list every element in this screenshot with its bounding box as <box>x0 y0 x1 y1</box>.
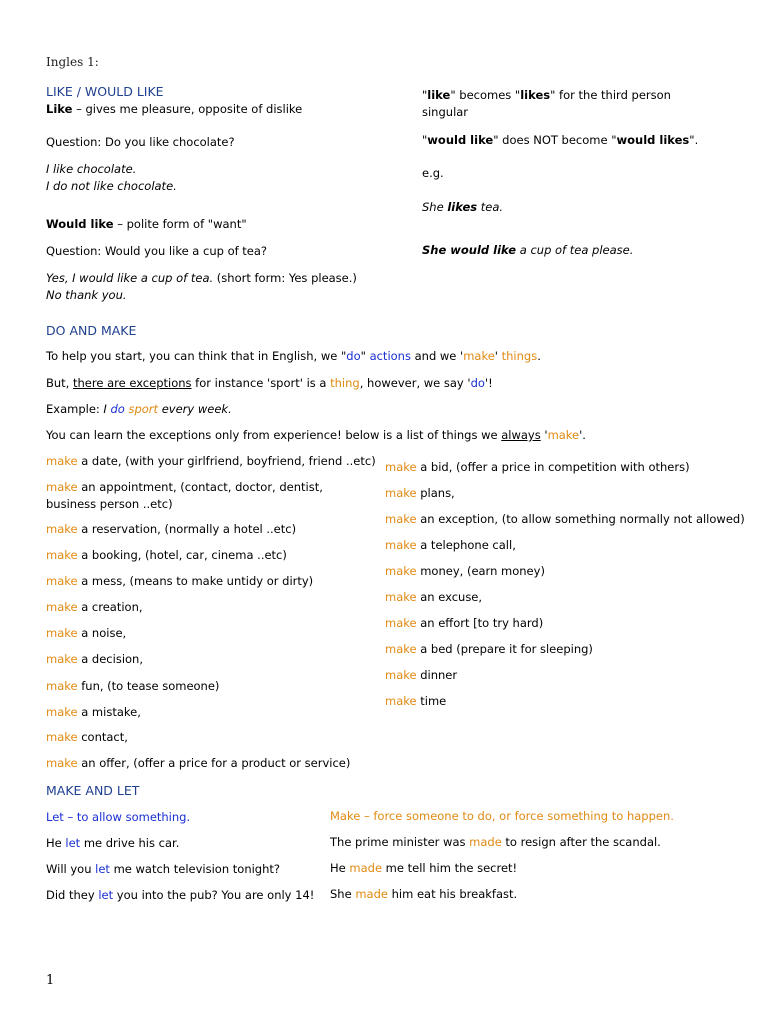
let-text-end: me drive his car. <box>80 836 180 850</box>
like-def-text: – gives me pleasure, opposite of dislike <box>72 102 303 116</box>
let-definition: Let – to allow something. <box>46 810 191 824</box>
make-word: make <box>385 642 417 656</box>
answer-yes-tea-italic: Yes, I would like a cup of tea. <box>46 271 214 285</box>
make-let-heading: MAKE AND LET <box>46 783 140 798</box>
make-word: make <box>385 668 417 682</box>
document-title: Ingles 1: <box>46 55 99 69</box>
let-example <box>46 887 314 904</box>
example-would-like-bold: She would like <box>422 243 517 257</box>
make-left-item <box>46 599 143 616</box>
make-word: make <box>46 730 78 744</box>
make-right-item <box>385 667 457 684</box>
make-word: make <box>46 626 78 640</box>
intro-text: To help you start, you can think that in English, we " <box>46 349 347 363</box>
learn-end: '. <box>579 428 586 442</box>
learn-text: You can learn the exceptions only from experience! below is a list of things we <box>46 428 502 442</box>
make-left-text: fun, (to tease someone) <box>77 679 220 693</box>
question-tea: Question: Would you like a cup of tea? <box>46 244 268 258</box>
intro-end: . <box>537 349 541 363</box>
make-word: make <box>46 522 78 536</box>
make-word: make <box>385 460 417 474</box>
make-right-text: time <box>416 694 447 708</box>
make-left-text: a reservation, (normally a hotel ..etc) <box>77 522 297 536</box>
make-word: make <box>46 756 78 770</box>
make-word: make <box>385 486 417 500</box>
make-right-item <box>385 511 745 528</box>
make-word: make <box>46 705 78 719</box>
make-left-text: a mess, (means to make untidy or dirty) <box>77 574 314 588</box>
make-right-item <box>385 615 543 632</box>
intro-do: do <box>346 349 361 363</box>
make-right-item <box>385 459 690 476</box>
make-ex-text: She <box>330 887 356 901</box>
would-like-word: would like <box>427 133 494 147</box>
let-text: He <box>46 836 66 850</box>
make-left-item <box>46 704 141 721</box>
like-definition <box>46 101 302 118</box>
make-ex-text: The prime minister was <box>330 835 470 849</box>
intro-actions: actions <box>369 349 411 363</box>
make-word: make <box>46 574 78 588</box>
example-sport <box>46 401 232 418</box>
but-do: do <box>470 376 485 390</box>
likes-word: likes <box>520 88 551 102</box>
let-example <box>46 861 280 878</box>
make-left-text: a decision, <box>77 652 143 666</box>
learn-mid: ' <box>540 428 548 442</box>
but-text: But, <box>46 376 73 390</box>
third-person-note <box>422 87 671 104</box>
let-text: Did they <box>46 888 99 902</box>
make-left-item <box>46 521 296 538</box>
make-left-text: a mistake, <box>77 705 141 719</box>
make-right-text: an effort [to try hard) <box>416 616 544 630</box>
make-left-item <box>46 453 376 470</box>
make-left-text: a creation, <box>77 600 143 614</box>
make-left-text: a date, (with your girlfriend, boyfriend, friend ..etc) <box>77 454 376 468</box>
like-word: like <box>427 88 451 102</box>
example-label: Example: <box>46 402 104 416</box>
would-likes-note <box>422 132 698 149</box>
make-left-item <box>46 625 126 642</box>
example-sport-word: sport <box>128 402 159 416</box>
make-right-text: a bid, (offer a price in competition with others) <box>416 460 690 474</box>
would-like-definition <box>46 216 247 233</box>
intro-quote2: ' <box>494 349 502 363</box>
would-like-def-text: – polite form of "want" <box>113 217 247 231</box>
let-text: Will you <box>46 862 96 876</box>
make-definition: Make – force someone to do, or force something to happen. <box>330 809 674 823</box>
let-word: let <box>65 836 81 850</box>
always-make-note <box>46 427 586 444</box>
learn-make: make <box>547 428 580 442</box>
make-right-text: money, (earn money) <box>416 564 545 578</box>
third-person-note-line2: singular <box>422 105 469 119</box>
make-right-item <box>385 563 545 580</box>
example-tea: tea. <box>477 200 504 214</box>
make-word: make <box>46 480 78 494</box>
make-example <box>330 834 661 851</box>
make-right-item <box>385 641 593 658</box>
always-underlined: always <box>501 428 541 442</box>
make-word: make <box>385 590 417 604</box>
do-make-heading: DO AND MAKE <box>46 323 137 338</box>
but-end: '! <box>484 376 493 390</box>
make-right-item <box>385 537 516 554</box>
make-left-text: an offer, (offer a price for a product or service) <box>77 756 351 770</box>
exceptions-note <box>46 375 493 392</box>
let-word: let <box>98 888 114 902</box>
note-text-end: " for the third person <box>550 88 671 102</box>
make-left-item <box>46 678 219 695</box>
made-word: made <box>469 835 502 849</box>
exceptions-underlined: there are exceptions <box>73 376 192 390</box>
make-ex-text: He <box>330 861 350 875</box>
make-ex-text-end: him eat his breakfast. <box>387 887 518 901</box>
make-word: make <box>385 564 417 578</box>
make-word: make <box>46 652 78 666</box>
would-likes-word: would likes <box>616 133 690 147</box>
like-term: Like <box>46 102 73 116</box>
like-section-heading: LIKE / WOULD LIKE <box>46 84 164 99</box>
page-number: 1 <box>46 973 55 988</box>
make-ex-text-end: me tell him the secret! <box>382 861 518 875</box>
make-left-item <box>46 573 313 590</box>
answer-yes-tea <box>46 270 357 287</box>
make-left-item <box>46 479 376 512</box>
make-left-text: a booking, (hotel, car, cinema ..etc) <box>77 548 287 562</box>
make-right-item <box>385 485 455 502</box>
make-right-item <box>385 589 482 606</box>
example-i: I <box>103 402 111 416</box>
make-ex-text-end: to resign after the scandal. <box>501 835 661 849</box>
make-word: make <box>385 694 417 708</box>
example-do: do <box>110 402 125 416</box>
eg-label: e.g. <box>422 166 444 180</box>
intro-things: things <box>501 349 538 363</box>
made-word: made <box>355 887 388 901</box>
example-rest: every week. <box>158 402 232 416</box>
but-text-mid2: , however, we say ' <box>359 376 471 390</box>
make-word: make <box>385 538 417 552</box>
intro-make: make <box>463 349 495 363</box>
example-she-would-like <box>422 242 633 259</box>
make-left-item <box>46 729 128 746</box>
make-left-text: contact, <box>77 730 128 744</box>
make-word: make <box>385 616 417 630</box>
make-right-text: a telephone call, <box>416 538 516 552</box>
answer-like-chocolate: I like chocolate. <box>46 162 137 176</box>
make-example <box>330 860 517 877</box>
make-word: make <box>46 548 78 562</box>
quote: " <box>422 133 428 147</box>
example-likes: likes <box>447 200 478 214</box>
make-left-item <box>46 547 287 564</box>
make-word: make <box>385 512 417 526</box>
make-left-text: a noise, <box>77 626 127 640</box>
make-left-item <box>46 651 143 668</box>
would-like-term: Would like <box>46 217 114 231</box>
quote: " <box>422 88 428 102</box>
make-word: make <box>46 600 78 614</box>
note-text: " becomes " <box>450 88 521 102</box>
let-text-end: you into the pub? You are only 14! <box>113 888 315 902</box>
example-she-likes-tea <box>422 199 503 216</box>
make-example <box>330 886 517 903</box>
question-chocolate: Question: Do you like chocolate? <box>46 135 235 149</box>
make-word: make <box>46 679 78 693</box>
make-left-text: an appointment, (contact, doctor, dentist, business person ..etc) <box>46 480 323 511</box>
example-would-like-rest: a cup of tea please. <box>516 243 634 257</box>
make-right-text: dinner <box>416 668 458 682</box>
example-she: She <box>422 200 448 214</box>
make-right-text: an excuse, <box>416 590 483 604</box>
answer-yes-tea-rest: (short form: Yes please.) <box>213 271 357 285</box>
make-right-text: an exception, (to allow something normally not allowed) <box>416 512 745 526</box>
made-word: made <box>349 861 383 875</box>
but-text-mid: for instance 'sport' is a <box>191 376 331 390</box>
note-text: " does NOT become " <box>493 133 617 147</box>
note-text-end: ". <box>689 133 699 147</box>
do-make-intro <box>46 348 541 365</box>
make-right-text: plans, <box>416 486 455 500</box>
answer-no-thanks: No thank you. <box>46 288 127 302</box>
make-right-item <box>385 693 446 710</box>
intro-quote: " <box>360 349 370 363</box>
but-thing: thing <box>330 376 360 390</box>
let-word: let <box>95 862 110 876</box>
intro-text-mid: and we ' <box>410 349 464 363</box>
let-text-end: me watch television tonight? <box>109 862 281 876</box>
answer-not-like-chocolate: I do not like chocolate. <box>46 179 177 193</box>
make-right-text: a bed (prepare it for sleeping) <box>416 642 593 656</box>
make-word: make <box>46 454 78 468</box>
make-left-item <box>46 755 350 772</box>
let-example <box>46 835 179 852</box>
